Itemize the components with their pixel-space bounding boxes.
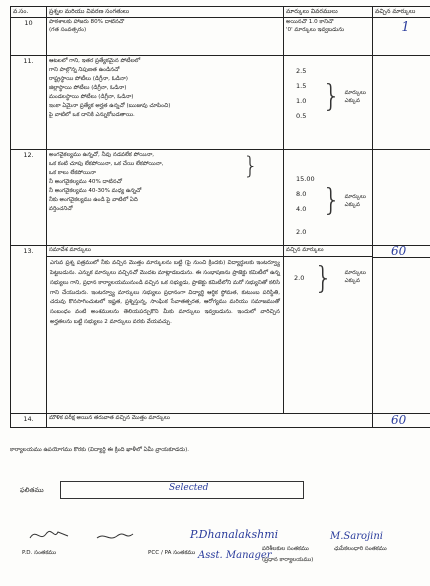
marks-note-line: మార్కులు: [344, 90, 366, 97]
row-number: 11.: [11, 56, 47, 150]
pd-signature-label: P.D. సంతకము: [22, 550, 57, 556]
marks-line: '0' మార్కులు ఇవ్వబడును: [286, 26, 345, 33]
header-marks-detail: మార్కులు వివరములు: [284, 7, 373, 18]
marks-table: [10, 6, 430, 428]
score-value: 1.0: [296, 97, 307, 106]
row-awarded: [373, 246, 430, 414]
marks-note-line: ఎక్కువ: [344, 201, 361, 208]
score-value: 1.5: [296, 82, 307, 91]
criteria-line: గాని పాల్గొన్న నిపుణత ఉండినచో: [49, 67, 120, 74]
scholarship-signature-label: ఛుపేకలంధారి సంతకము: [334, 546, 387, 552]
criteria-line: ఆటలలో గాని, ఇతర ప్రత్యేకమైన పోటీలలో: [49, 58, 141, 65]
header-sno: వ.సం.: [11, 7, 47, 18]
row-criteria: [47, 150, 284, 246]
reviewer-signature-label: పరిశీలకుల సంతకము: [262, 546, 309, 552]
criteria-line: నీకు అంగవైకల్యము ఉండి పై వాటిలో ఏది: [49, 197, 138, 204]
criteria-line: వర్తించనిచో: [49, 206, 73, 213]
scholarship-handwritten-name: M.Sarojini: [330, 531, 383, 542]
table-row: [11, 150, 430, 246]
result-value: Selected: [169, 483, 209, 493]
row-criteria: [47, 18, 284, 56]
brace-icon: }: [322, 183, 342, 219]
criteria-line: జిల్లాస్థాయి పోటీలు (డిగ్రీనా, ఓడినా): [49, 85, 127, 92]
header-criteria: ప్రశ్నల మరియు వివరణ సంగతులు: [47, 7, 284, 18]
table-row: [11, 56, 430, 150]
pd-signature-scribble-icon: [95, 530, 135, 544]
brace-icon: }: [322, 79, 342, 115]
score-value: 4.0: [296, 205, 307, 214]
criteria-line: ఇంకా ఏమైనా ప్రత్యేక అర్హత ఉన్నచో (ఋజువు చూపించి): [49, 103, 171, 110]
row-criteria: [47, 246, 284, 414]
pd-signature-icon: [28, 526, 72, 544]
marks-note-line: ఎక్కువ: [344, 97, 361, 104]
awarded-cell: [373, 246, 430, 258]
row-number: 12.: [11, 150, 47, 246]
brace-icon: }: [243, 152, 259, 181]
row-number: 14.: [11, 414, 47, 428]
awarded-value: 1: [401, 20, 410, 36]
row-awarded: [373, 414, 430, 428]
marks-line: అయినచో 1.0 కానిచో: [286, 19, 334, 26]
score-value: 2.5: [296, 67, 307, 76]
result-label: ఫలితము: [20, 486, 44, 494]
score-value: 0.5: [296, 112, 307, 121]
criteria-line: మండలస్థాయి పోటీలు (డిగ్రీనా, ఓడినా): [49, 94, 134, 101]
row-number: 13.: [11, 246, 47, 414]
section-title: సమావేశ మార్కులు: [47, 246, 283, 257]
criteria-line: నీ అంగవైకల్యము 40% దాటినచో: [49, 179, 122, 186]
criteria-line: రాష్ట్రస్థాయి పోటీలు (డిగ్రీనా, ఓడినా): [49, 76, 128, 83]
reviewer-handwritten-title: Asst. Manager: [198, 550, 272, 561]
row-awarded: [373, 56, 430, 150]
row-criteria: మౌళిక పరీక్ష అయిన తరువాత వచ్చిన మొత్తం మార్కులు: [47, 414, 373, 428]
interview-paragraph: ఎగువ ప్రశ్న పత్రములో నీకు వచ్చిన మొత్తం మార్కులను బట్టి (పై నుంచి క్రిందకు) విద్యార్థులకు ఇంటర్వ్యూ పెట్టబడును. ఎన్నుక మార్కులు వచ్చినచో మొదట మాట్లాడబడును. ఈ సంభాషణను ప్రాజెక్టు కమిటీలో ఉన్న సభ్యులు గాని, ప్రధాన కార్యాలయమునుండి వచ్చిన ఒక సభ్యుడు, ప్రాజెక్టు కమిటీలోని మరో సభ్యునితో కలిసి గాని చేయుదురు. ఇంటర్వ్యూ మార్కులు సభ్యులు ప్రధానంగా విద్యార్థి ఆర్థిక స్థోమత, కుటుంబ పరిస్థితి, చదువు కొనసాగించుటలో ఇష్టత, ప్రశ్నిస్తున్న, సాంఘిక సేవాతత్పరత, ఆరోగ్యము మరియు సమాజముతో సంబంధం వంటి అంశములను తెలియపర్చుకొని మీకు మార్కులు ఇవ్వబడును. ఇందులో వారిచ్చిన అర్హతలను బట్టి సభ్యులు 2 మార్కులు వరకు వేయవచ్చు.: [50, 259, 280, 326]
marks-note-line: మార్కులు: [344, 270, 366, 277]
awarded-value: 60: [391, 413, 407, 428]
criteria-line: పై వాటిలో ఒక దానికి ఎన్నుకోబడతాయి.: [49, 112, 135, 119]
row-marks-detail: [284, 246, 373, 414]
row-marks-detail: [284, 150, 373, 246]
score-value: 2.0: [294, 274, 305, 283]
score-value: 2.0: [296, 228, 307, 237]
row-awarded: [373, 18, 430, 56]
marks-note: [345, 90, 366, 106]
criteria-line: ఒక కంటి చూపు లేకపోయినా, ఒక చేయి లేకపోయినా,: [49, 161, 164, 168]
row-criteria: [47, 56, 284, 150]
header-awarded: వచ్చిన మార్కులు: [373, 7, 430, 18]
row-marks-detail: [284, 18, 373, 56]
brace-icon: }: [314, 261, 334, 297]
awarded-value: 60: [391, 244, 407, 259]
criteria-line: పాఠశాలకు హాజరు 80% దాటినచో: [49, 19, 125, 26]
marks-note-line: ఎక్కువ: [344, 277, 361, 284]
row-marks-detail: [284, 56, 373, 150]
criteria-line: ఒక కాలు లేకపోయినా: [49, 170, 96, 177]
criteria-line: (గత సంవత్సరం): [49, 26, 87, 33]
table-header: [11, 7, 430, 18]
marks-note-line: మార్కులు: [344, 194, 366, 201]
marks-note: [345, 270, 366, 286]
pcc-signature-label: PCC / PA సంతకము: [148, 550, 196, 556]
row-number: 10: [11, 18, 47, 56]
result-box: [60, 481, 304, 499]
score-value: 15.00: [296, 175, 315, 184]
row-awarded: [373, 150, 430, 246]
marks-label: వచ్చిన మార్కులు: [284, 246, 372, 257]
table-row: [11, 246, 430, 414]
office-use-note: కార్యాలయము ఉపయోగము కొరకు (విద్యార్థి ఈ క్రింది ఖాళీలో ఏమీ వ్రాయకూడదు).: [10, 447, 190, 453]
reviewer-signature-sub: (ప్రధాన కార్యాలయము): [262, 557, 314, 563]
table-row: [11, 18, 430, 56]
marks-note: [345, 194, 366, 210]
score-value: 8.0: [296, 190, 307, 199]
reviewer-handwritten-name: P.Dhanalakshmi: [190, 528, 279, 541]
criteria-line: అంగవైకల్యము ఉన్నచో, నీవు నడవలేక పోయినా,: [49, 152, 155, 159]
criteria-line: నీ అంగవైకల్యము 40-30% మధ్య ఉన్నచో: [49, 188, 142, 195]
table-row: [11, 414, 430, 428]
